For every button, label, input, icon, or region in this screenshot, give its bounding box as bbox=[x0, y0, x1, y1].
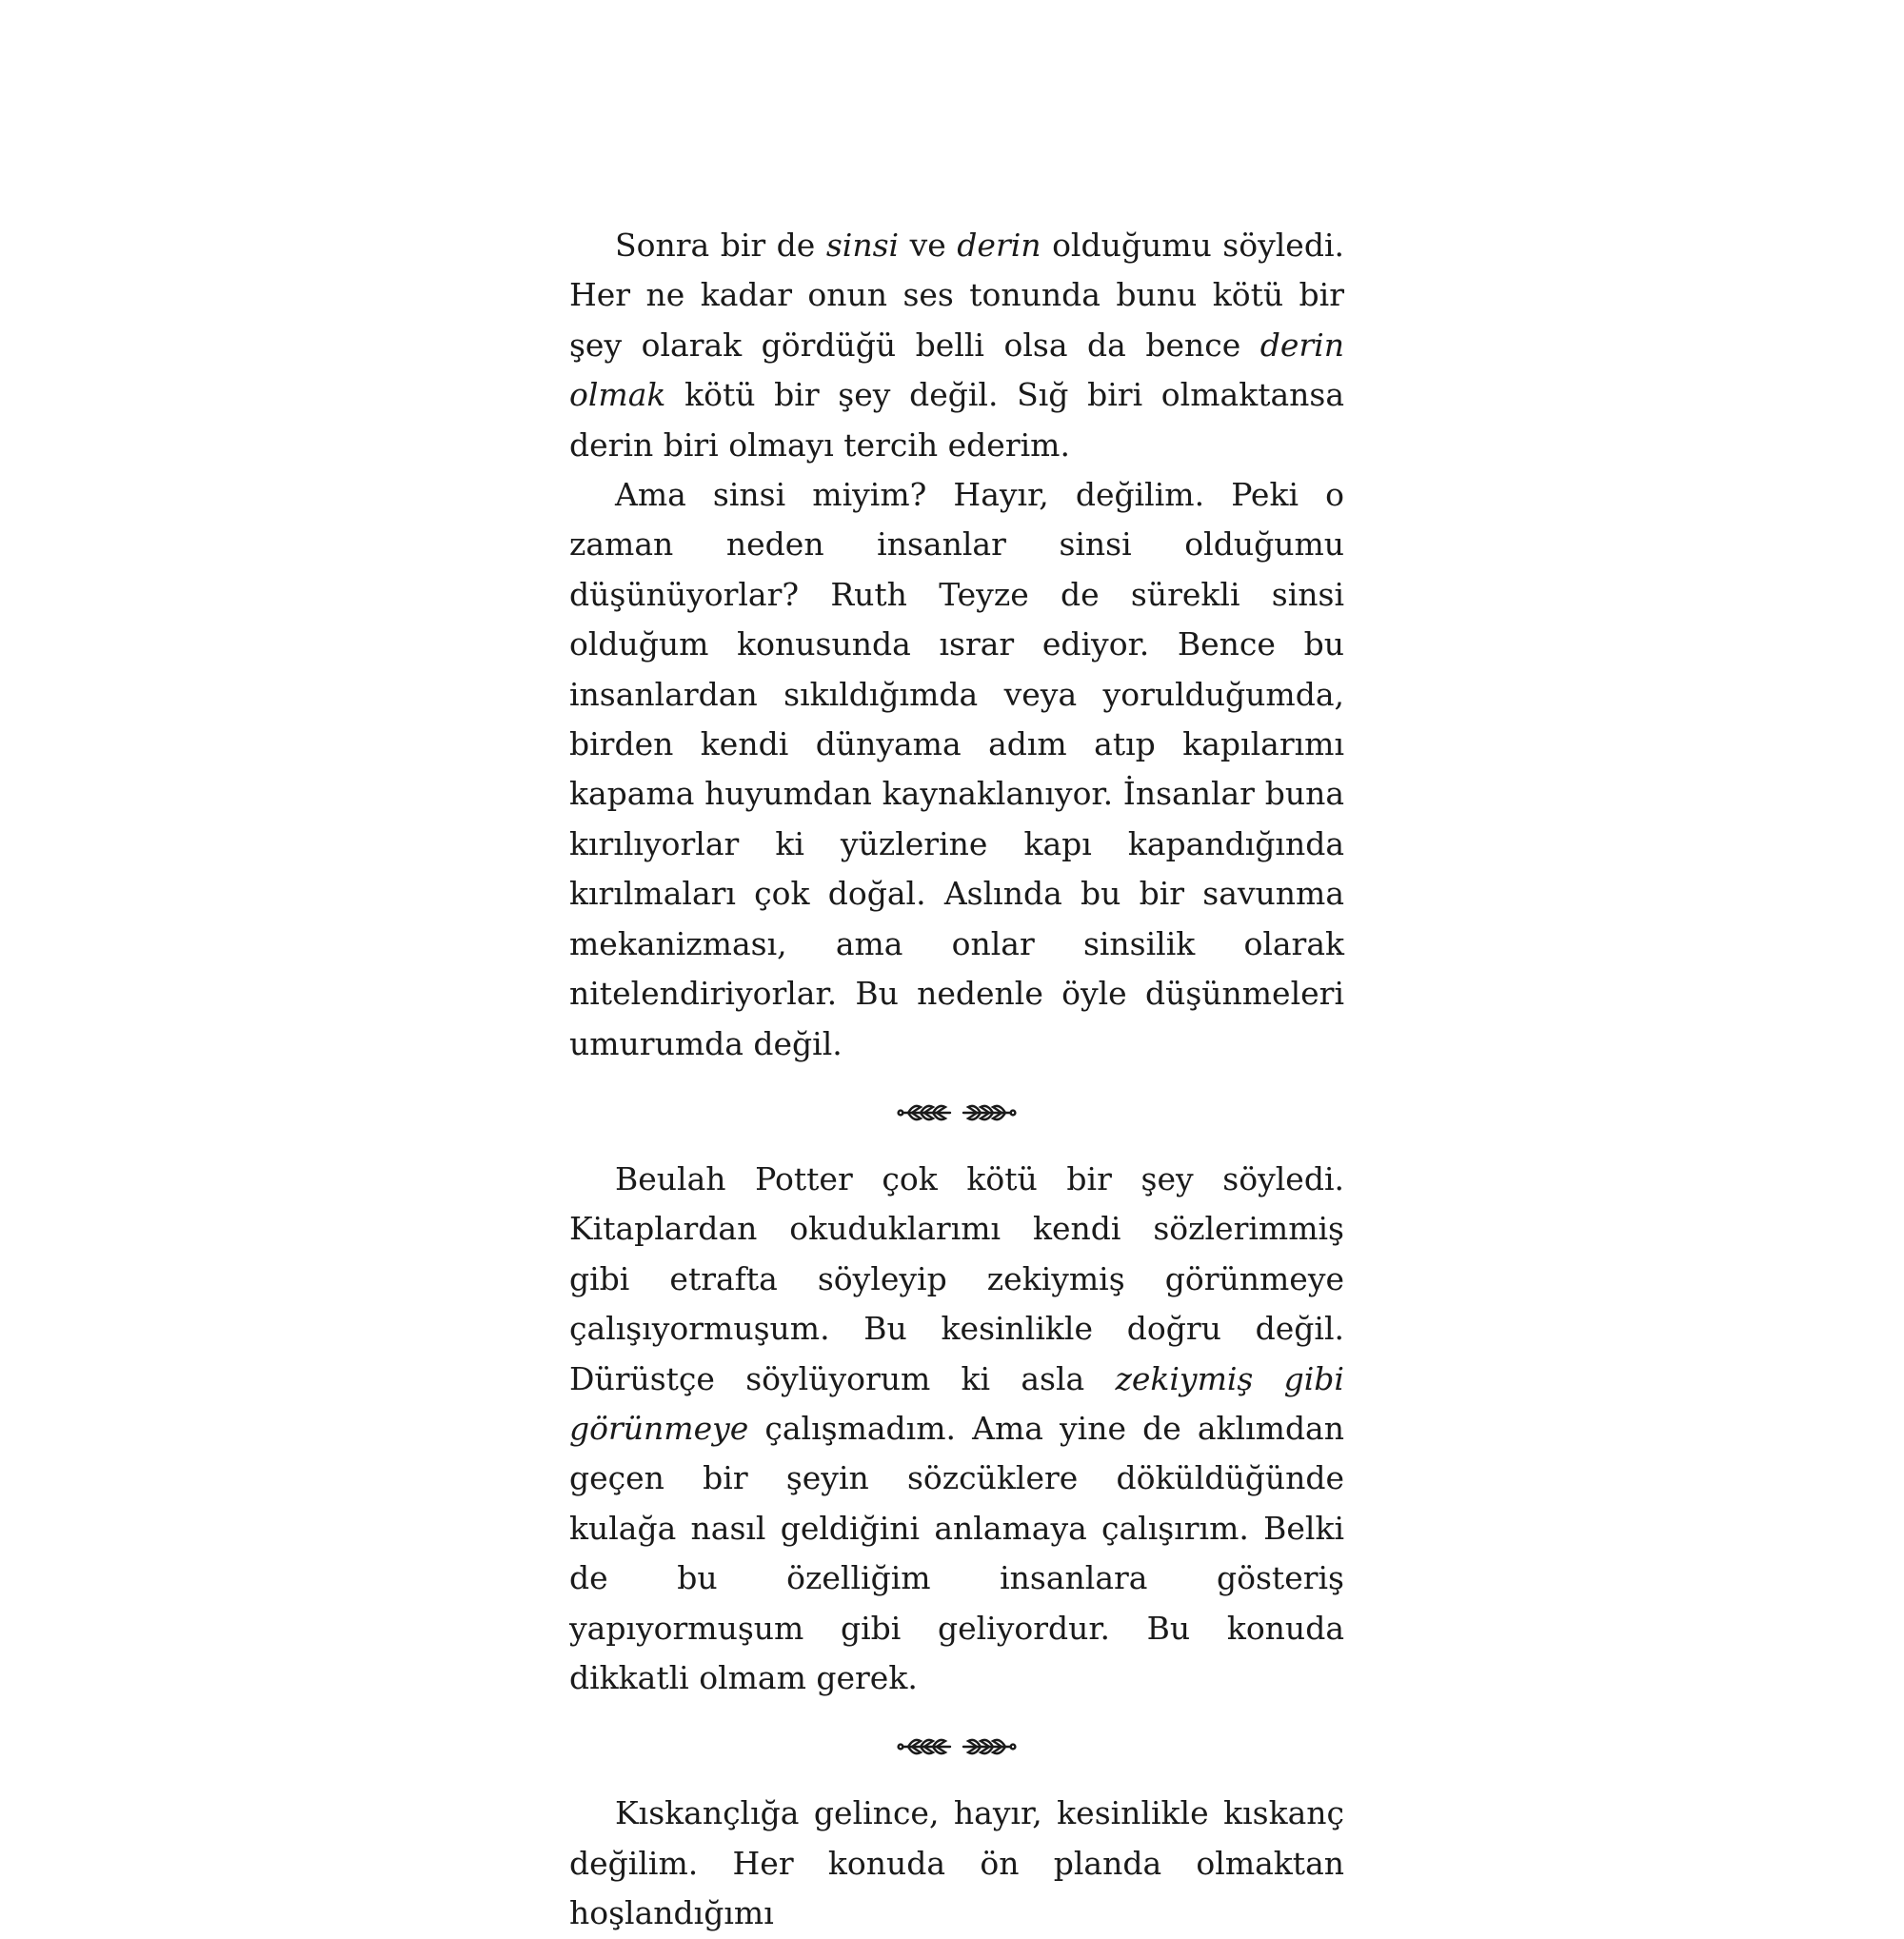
paragraph bbox=[569, 221, 1344, 470]
paragraph bbox=[569, 470, 1344, 1069]
italic-run: zekiymiş gibi görünmeye bbox=[569, 1359, 1344, 1447]
text-run: olduğumu söyledi. Her ne kadar onun ses tonunda bunu kötü bir şey olarak gördüğü belli olsa da bence bbox=[569, 227, 1345, 364]
section-divider bbox=[569, 1094, 1344, 1132]
fleuron-sprig-icon bbox=[895, 1732, 1019, 1761]
text-run: ve bbox=[899, 227, 958, 264]
text-run: kötü bir şey değil. Sığ biri olmaktansa derin biri olmayı tercih ederim. bbox=[569, 376, 1344, 464]
section-divider bbox=[569, 1728, 1344, 1766]
italic-run: sinsi bbox=[825, 227, 900, 264]
text-section bbox=[569, 1789, 1344, 1938]
fleuron-sprig-icon bbox=[895, 1098, 1019, 1127]
text-run: Beulah Potter çok kötü bir şey söyledi. Kitaplardan okuduklarımı kendi sözlerimmiş gibi etrafta söyleyip zekiymiş görünmeye çalışıyormuşum. Bu kesinlikle doğru değil. Dürüstçe söylüyorum ki asla bbox=[569, 1159, 1344, 1397]
book-page bbox=[569, 221, 1344, 1939]
italic-run: derin bbox=[957, 227, 1041, 264]
text-run: Kıskançlığa gelince, hayır, kesinlikle kıskanç değilim. Her konuda ön planda olmaktan hoşlandığımı bbox=[569, 1794, 1344, 1932]
text-section bbox=[569, 1155, 1344, 1703]
paragraph bbox=[569, 1789, 1344, 1938]
text-run: Ama sinsi miyim? Hayır, değilim. Peki o zaman neden insanlar sinsi olduğumu düşünüyorlar? Ruth Teyze de sürekli sinsi olduğum konusunda ısrar ediyor. Bence bu insanlardan sıkıldığımda veya yorulduğumda, birden kendi dünyama adım atıp kapılarımı kapama huyumdan kaynaklanıyor. İnsanlar buna kırılıyorlar ki yüzlerine kapı kapandığında kırılmaları çok doğal. Aslında bu bir savunma mekanizması, ama onlar sinsilik olarak nitelendiriyorlar. Bu nedenle öyle düşünmeleri umurumda değil. bbox=[569, 476, 1344, 1062]
italic-run: derin olmak bbox=[569, 326, 1344, 414]
text-run: çalışmadım. Ama yine de aklımdan geçen bir şeyin sözcüklere döküldüğünde kulağa nasıl geldiğini anlamaya çalışırım. Belki de bu özelliğim insanlara gösteriş yapıyormuşum gibi geliyordur. Bu konuda dikkatli olmam gerek. bbox=[569, 1409, 1344, 1696]
text-section bbox=[569, 221, 1344, 1069]
text-run: Sonra bir de bbox=[615, 227, 826, 264]
paragraph bbox=[569, 1155, 1344, 1703]
